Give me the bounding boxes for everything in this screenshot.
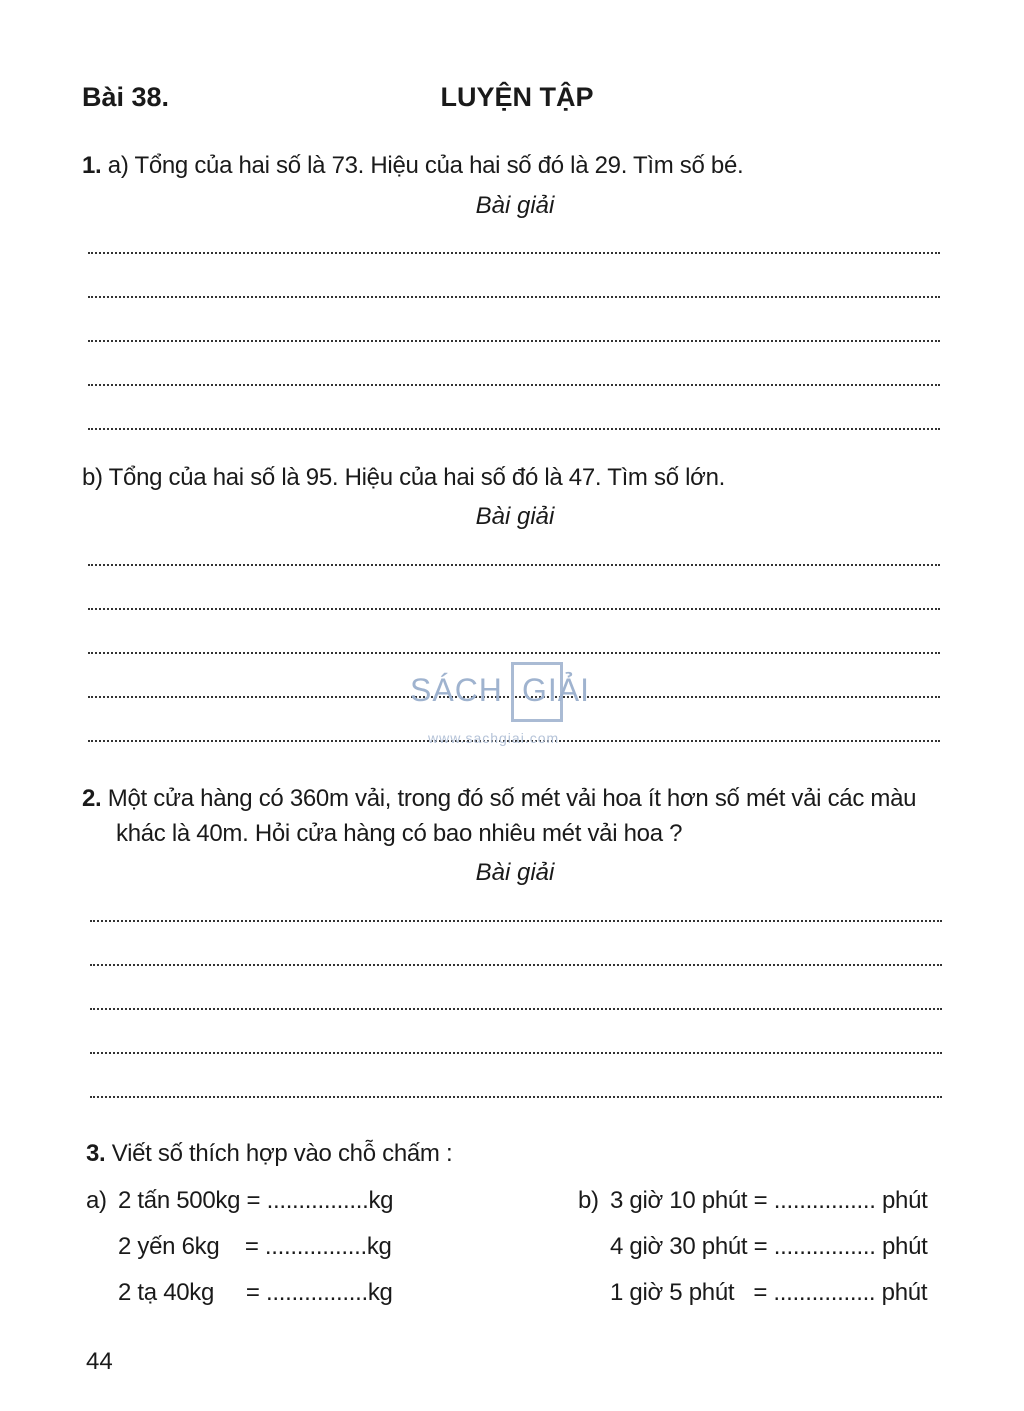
answer-line[interactable] bbox=[90, 964, 942, 966]
exercise-3b-label: b) bbox=[578, 1187, 599, 1214]
answer-line[interactable] bbox=[88, 428, 940, 430]
mass-conversion-item[interactable]: 2 tạ 40kg = ................kg bbox=[118, 1279, 393, 1306]
exercise-1-number: 1. bbox=[82, 152, 102, 179]
watermark-url: www.sachgiai.com bbox=[428, 730, 560, 746]
time-conversion-item[interactable]: 1 giờ 5 phút = ................ phút bbox=[610, 1279, 928, 1306]
exercise-3a-label: a) bbox=[86, 1187, 107, 1214]
answer-line[interactable] bbox=[88, 340, 940, 342]
watermark-text-right: GIẢI bbox=[522, 672, 591, 708]
lesson-number: Bài 38. bbox=[82, 82, 170, 112]
exercise-3-prompt-row bbox=[86, 1140, 452, 1168]
answer-line[interactable] bbox=[90, 920, 942, 922]
page-number: 44 bbox=[86, 1348, 113, 1375]
answer-line[interactable] bbox=[88, 608, 940, 610]
answer-line[interactable] bbox=[88, 564, 940, 566]
solution-heading-1b: Bài giải bbox=[475, 503, 555, 530]
solution-heading-2: Bài giải bbox=[475, 859, 555, 886]
solution-heading-1a: Bài giải bbox=[475, 192, 555, 219]
exercise-3-number: 3. bbox=[86, 1140, 106, 1167]
mass-conversion-item[interactable]: 2 tấn 500kg = ................kg bbox=[118, 1187, 394, 1214]
page-title: LUYỆN TẬP bbox=[440, 82, 594, 112]
answer-line[interactable] bbox=[88, 252, 940, 254]
time-conversion-item[interactable]: 3 giờ 10 phút = ................ phút bbox=[610, 1187, 928, 1214]
answer-line[interactable] bbox=[88, 384, 940, 386]
answer-line[interactable] bbox=[88, 296, 940, 298]
answer-line[interactable] bbox=[88, 652, 940, 654]
answer-line[interactable] bbox=[90, 1096, 942, 1098]
exercise-1a-text: a) Tổng của hai số là 73. Hiệu của hai số đó là 29. Tìm số bé. bbox=[107, 152, 744, 179]
exercise-3-prompt: Viết số thích hợp vào chỗ chấm : bbox=[111, 1140, 453, 1167]
answer-line[interactable] bbox=[90, 1052, 942, 1054]
time-conversion-item[interactable]: 4 giờ 30 phút = ................ phút bbox=[610, 1233, 928, 1260]
exercise-2-text-line2: khác là 40m. Hỏi cửa hàng có bao nhiêu mét vải hoa ? bbox=[116, 820, 683, 847]
watermark-logo bbox=[410, 660, 620, 750]
exercise-2-line1 bbox=[82, 785, 916, 813]
answer-line[interactable] bbox=[90, 1008, 942, 1010]
watermark-text-left: SÁCH bbox=[410, 672, 503, 708]
exercise-2-text-line1: Một cửa hàng có 360m vải, trong đó số mét vải hoa ít hơn số mét vải các màu bbox=[107, 785, 917, 812]
mass-conversion-item[interactable]: 2 yến 6kg = ................kg bbox=[118, 1233, 392, 1260]
exercise-1a bbox=[82, 152, 743, 180]
exercise-2-number: 2. bbox=[82, 785, 102, 812]
exercise-1b-text: b) Tổng của hai số là 95. Hiệu của hai số đó là 47. Tìm số lớn. bbox=[82, 464, 725, 491]
